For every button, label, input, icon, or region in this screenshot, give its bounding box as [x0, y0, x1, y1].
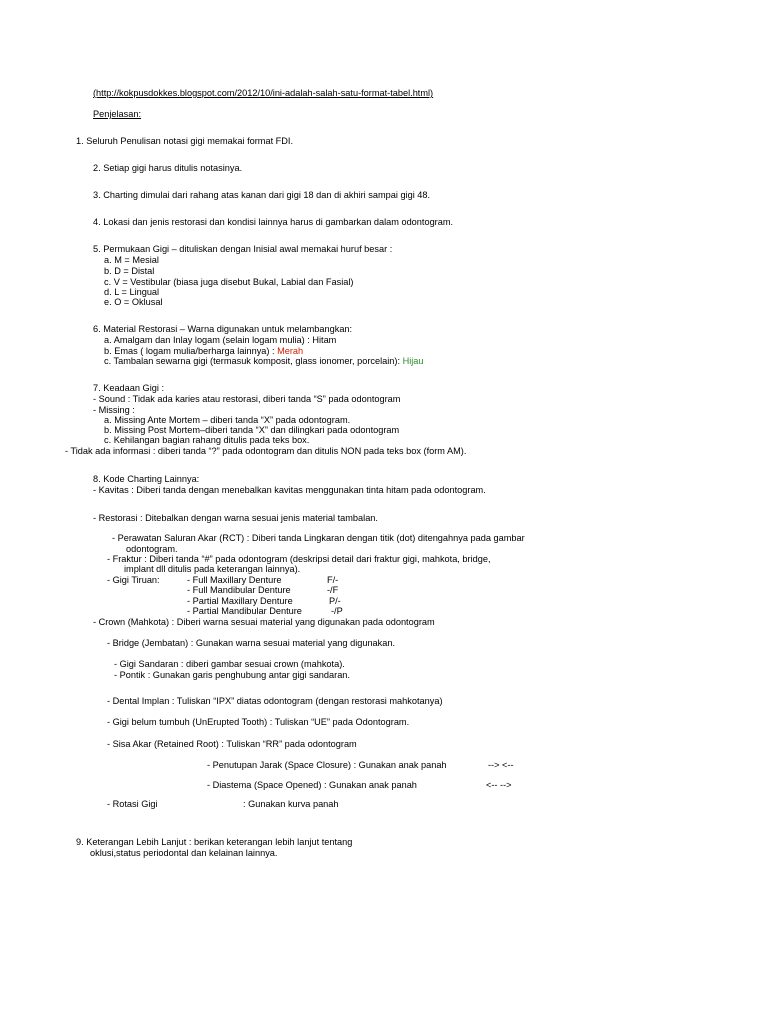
- point-6-item-b: b. Emas ( logam mulia/berharga lainnya) : Merah: [104, 346, 304, 356]
- point-5-item: b. D = Distal: [104, 266, 155, 276]
- source-link[interactable]: (http://kokpusdokkes.blogspot.com/2012/10/ini-adalah-salah-satu-format-tabel.html): [93, 88, 434, 98]
- point-8-bridge: - Bridge (Jembatan) : Gunakan warna sesuai material yang digunakan.: [107, 638, 396, 648]
- point-8-implan: - Dental Implan : Tuliskan “IPX” diatas odontogram (dengan restorasi mahkotanya): [107, 696, 443, 706]
- point-5-item: a. M = Mesial: [104, 255, 159, 265]
- denture-name: - Partial Maxillary Denture: [187, 596, 293, 606]
- point-8-gigi-tiruan: - Gigi Tiruan:: [107, 575, 160, 585]
- denture-name: - Full Mandibular Denture: [187, 585, 291, 595]
- point-8-pontik: - Pontik : Gunakan garis penghubung antar gigi sandaran.: [114, 670, 350, 680]
- point-6-title: 6. Material Restorasi – Warna digunakan untuk melambangkan:: [93, 324, 353, 334]
- denture-name: - Partial Mandibular Denture: [187, 606, 302, 616]
- point-7-missing-item: a. Missing Ante Mortem – diberi tanda “X” pada odontogram.: [104, 415, 351, 425]
- point-8-crown: - Crown (Mahkota) : Diberi warna sesuai material yang digunakan pada odontogram: [93, 617, 435, 627]
- point-5-title: 5. Permukaan Gigi – dituliskan dengan Inisial awal memakai huruf besar :: [93, 244, 393, 254]
- point-5-item: c. V = Vestibular (biasa juga disebut Bukal, Labial dan Fasial): [104, 277, 354, 287]
- point-8-diastema: - Diastema (Space Opened) : Gunakan anak panah: [207, 780, 417, 790]
- point-8-rct: - Perawatan Saluran Akar (RCT) : Diberi tanda Lingkaran dengan titik (dot) ditengahnya pada gambar: [112, 533, 525, 543]
- denture-code: -/F: [327, 585, 339, 595]
- denture-name: - Full Maxillary Denture: [187, 575, 282, 585]
- point-8-restorasi: - Restorasi : Ditebalkan dengan warna sesuai jenis material tambalan.: [93, 513, 378, 523]
- point-7-sound: - Sound : Tidak ada karies atau restorasi, diberi tanda “S” pada odontogram: [93, 394, 401, 404]
- diastema-arrow: <-- -->: [486, 780, 512, 790]
- point-7-missing-item: b. Missing Post Mortem–diberi tanda “X” dan dilingkari pada odontogram: [104, 425, 400, 435]
- point-8-rotasi: - Rotasi Gigi: [107, 799, 158, 809]
- penjelasan-heading: Penjelasan:: [93, 109, 142, 119]
- denture-code: P/-: [329, 596, 341, 606]
- point-1: 1. Seluruh Penulisan notasi gigi memakai format FDI.: [76, 136, 294, 146]
- point-5-item: d. L = Lingual: [104, 287, 160, 297]
- point-8-penutupan: - Penutupan Jarak (Space Closure) : Gunakan anak panah: [207, 760, 447, 770]
- point-3: 3. Charting dimulai dari rahang atas kanan dari gigi 18 dan di akhiri sampai gigi 48.: [93, 190, 431, 200]
- point-8-sisa-akar: - Sisa Akar (Retained Root) : Tuliskan “RR” pada odontogram: [107, 739, 357, 749]
- denture-code: F/-: [327, 575, 339, 585]
- point-8-une: - Gigi belum tumbuh (UnErupted Tooth) : Tuliskan “UE” pada Odontogram.: [107, 717, 410, 727]
- point-6-item-a: a. Amalgam dan Inlay logam (selain logam mulia) : Hitam: [104, 335, 337, 345]
- point-8-rct-cont: odontogram.: [126, 544, 178, 554]
- point-7-missing: - Missing :: [93, 405, 135, 415]
- point-8-fraktur-cont: implant dll ditulis pada keterangan lainnya).: [124, 564, 301, 574]
- color-hijau: Hijau: [402, 356, 424, 366]
- point-2: 2. Setiap gigi harus ditulis notasinya.: [93, 163, 243, 173]
- point-9-cont: oklusi,status periodontal dan kelainan lainnya.: [90, 848, 278, 858]
- point-5-item: e. O = Oklusal: [104, 297, 163, 307]
- point-8-title: 8. Kode Charting Lainnya:: [93, 474, 200, 484]
- point-4: 4. Lokasi dan jenis restorasi dan kondisi lainnya harus di gambarkan dalam odontogram.: [93, 217, 454, 227]
- point-9: 9. Keterangan Lebih Lanjut : berikan keterangan lebih lanjut tentang: [76, 837, 353, 847]
- point-8-kavitas: - Kavitas : Diberi tanda dengan menebalkan kavitas menggunakan tinta hitam pada odontogram.: [93, 485, 486, 495]
- point-7-missing-item: c. Kehilangan bagian rahang ditulis pada teks box.: [104, 435, 310, 445]
- point-7-tidak-ada: - Tidak ada informasi : diberi tanda “?” pada odontogram dan ditulis NON pada teks box (form AM).: [65, 446, 467, 456]
- penutupan-arrow: --> <--: [488, 760, 514, 770]
- color-merah: Merah: [277, 346, 304, 356]
- point-6-item-c: c. Tambalan sewarna gigi (termasuk komposit, glass ionomer, porcelain): Hijau: [104, 356, 424, 366]
- rotasi-desc: : Gunakan kurva panah: [243, 799, 339, 809]
- denture-code: -/P: [331, 606, 343, 616]
- point-8-fraktur: - Fraktur : Diberi tanda “#” pada odontogram (deskripsi detail dari fraktur gigi, mahkota, bridge,: [107, 554, 491, 564]
- point-8-sandaran: - Gigi Sandaran : diberi gambar sesuai crown (mahkota).: [114, 659, 345, 669]
- point-7-title: 7. Keadaan Gigi :: [93, 383, 164, 393]
